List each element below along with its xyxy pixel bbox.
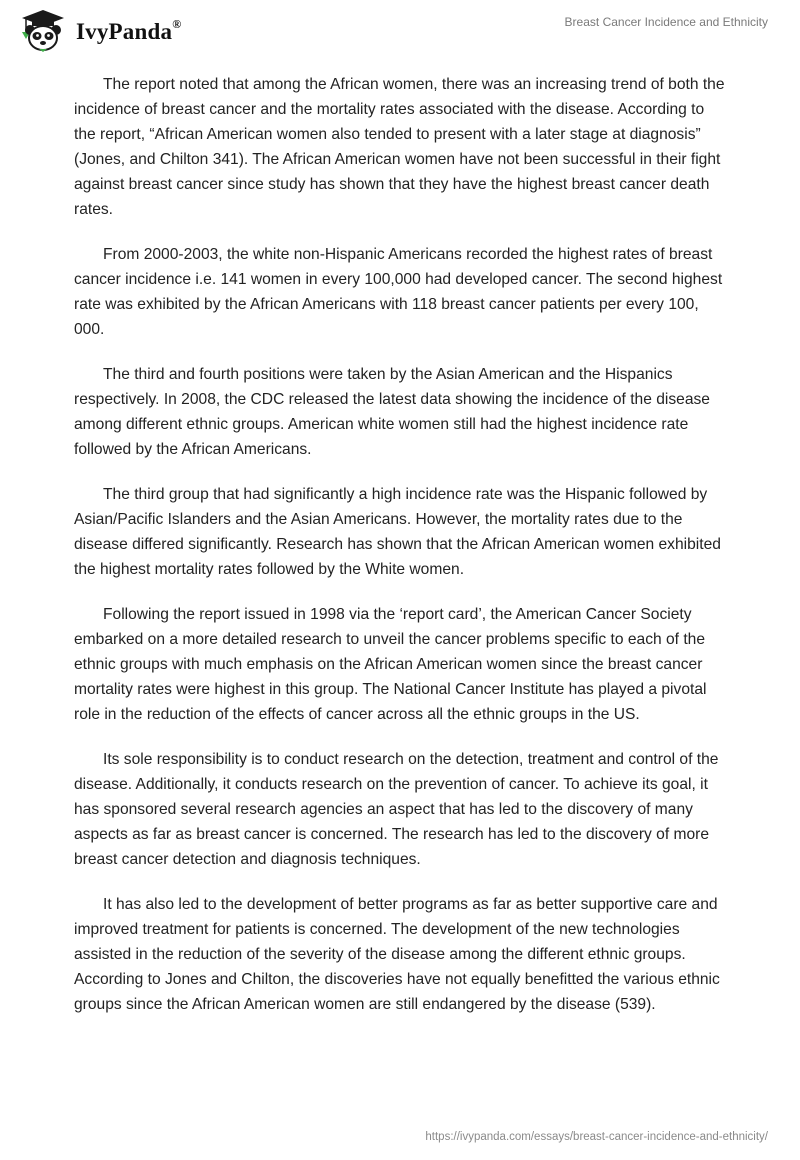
- paragraph: The third group that had significantly a high incidence rate was the Hispanic followed by Asian/Pacific Islanders and the Asian Americans. However, the mortality rates due to the disease differed significantly. Research has shown that the African American women exhibited the highest mortality rates followed by the White women.: [74, 486, 721, 578]
- paragraph: The report noted that among the African women, there was an increasing trend of both the incidence of breast cancer and the mortality rates associated with the disease. According to the report, “African American women also tended to present with a later stage at diagnosis” (Jones, and Chilton 341). The African American women have not been successful in their fight against breast cancer since study has shown that they have the highest breast cancer death rates.: [74, 76, 725, 218]
- essay-body: [74, 72, 726, 1037]
- paragraph: Following the report issued in 1998 via the ‘report card’, the American Cancer Society embarked on a more detailed research to unveil the cancer problems specific to each of the ethnic groups with much emphasis on the African American women since the breast cancer mortality rates were highest in this group. The National Cancer Institute has played a pivotal role in the reduction of the effects of cancer across all the ethnic groups in the US.: [74, 606, 707, 723]
- brand-logo[interactable]: [14, 8, 181, 52]
- paragraph: The third and fourth positions were taken by the Asian American and the Hispanics respectively. In 2008, the CDC released the latest data showing the incidence of the disease among different ethnic groups. American white women still had the highest incidence rate followed by the African Americans.: [74, 366, 710, 458]
- paragraph: Its sole responsibility is to conduct research on the detection, treatment and control of the disease. Additionally, it conducts research on the prevention of cancer. To achieve its goal, it has sponsored several research agencies an aspect that has led to the discovery of many aspects as far as breast cancer is concerned. The research has led to the discovery of more breast cancer detection and diagnosis techniques.: [74, 751, 719, 868]
- panda-graduate-icon: [14, 8, 72, 52]
- brand-name: IvyPanda®: [76, 17, 182, 44]
- page-header: [0, 0, 800, 60]
- paragraph: From 2000-2003, the white non-Hispanic Americans recorded the highest rates of breast cancer incidence i.e. 141 women in every 100,000 had developed cancer. The second highest rate was exhibited by the African Americans with 118 breast cancer patients per every 100, 000.: [74, 246, 723, 338]
- paragraph: It has also led to the development of better programs as far as better supportive care and improved treatment for patients is concerned. The development of the new technologies assisted in the reduction of the severity of the disease among the different ethnic groups. According to Jones and Chilton, the discoveries have not equally benefitted the various ethnic groups since the African American women are still endangered by the disease (539).: [74, 896, 720, 1013]
- document-title: Breast Cancer Incidence and Ethnicity: [564, 15, 768, 29]
- source-url-link[interactable]: https://ivypanda.com/essays/breast-cancer-incidence-and-ethnicity/: [425, 1131, 768, 1143]
